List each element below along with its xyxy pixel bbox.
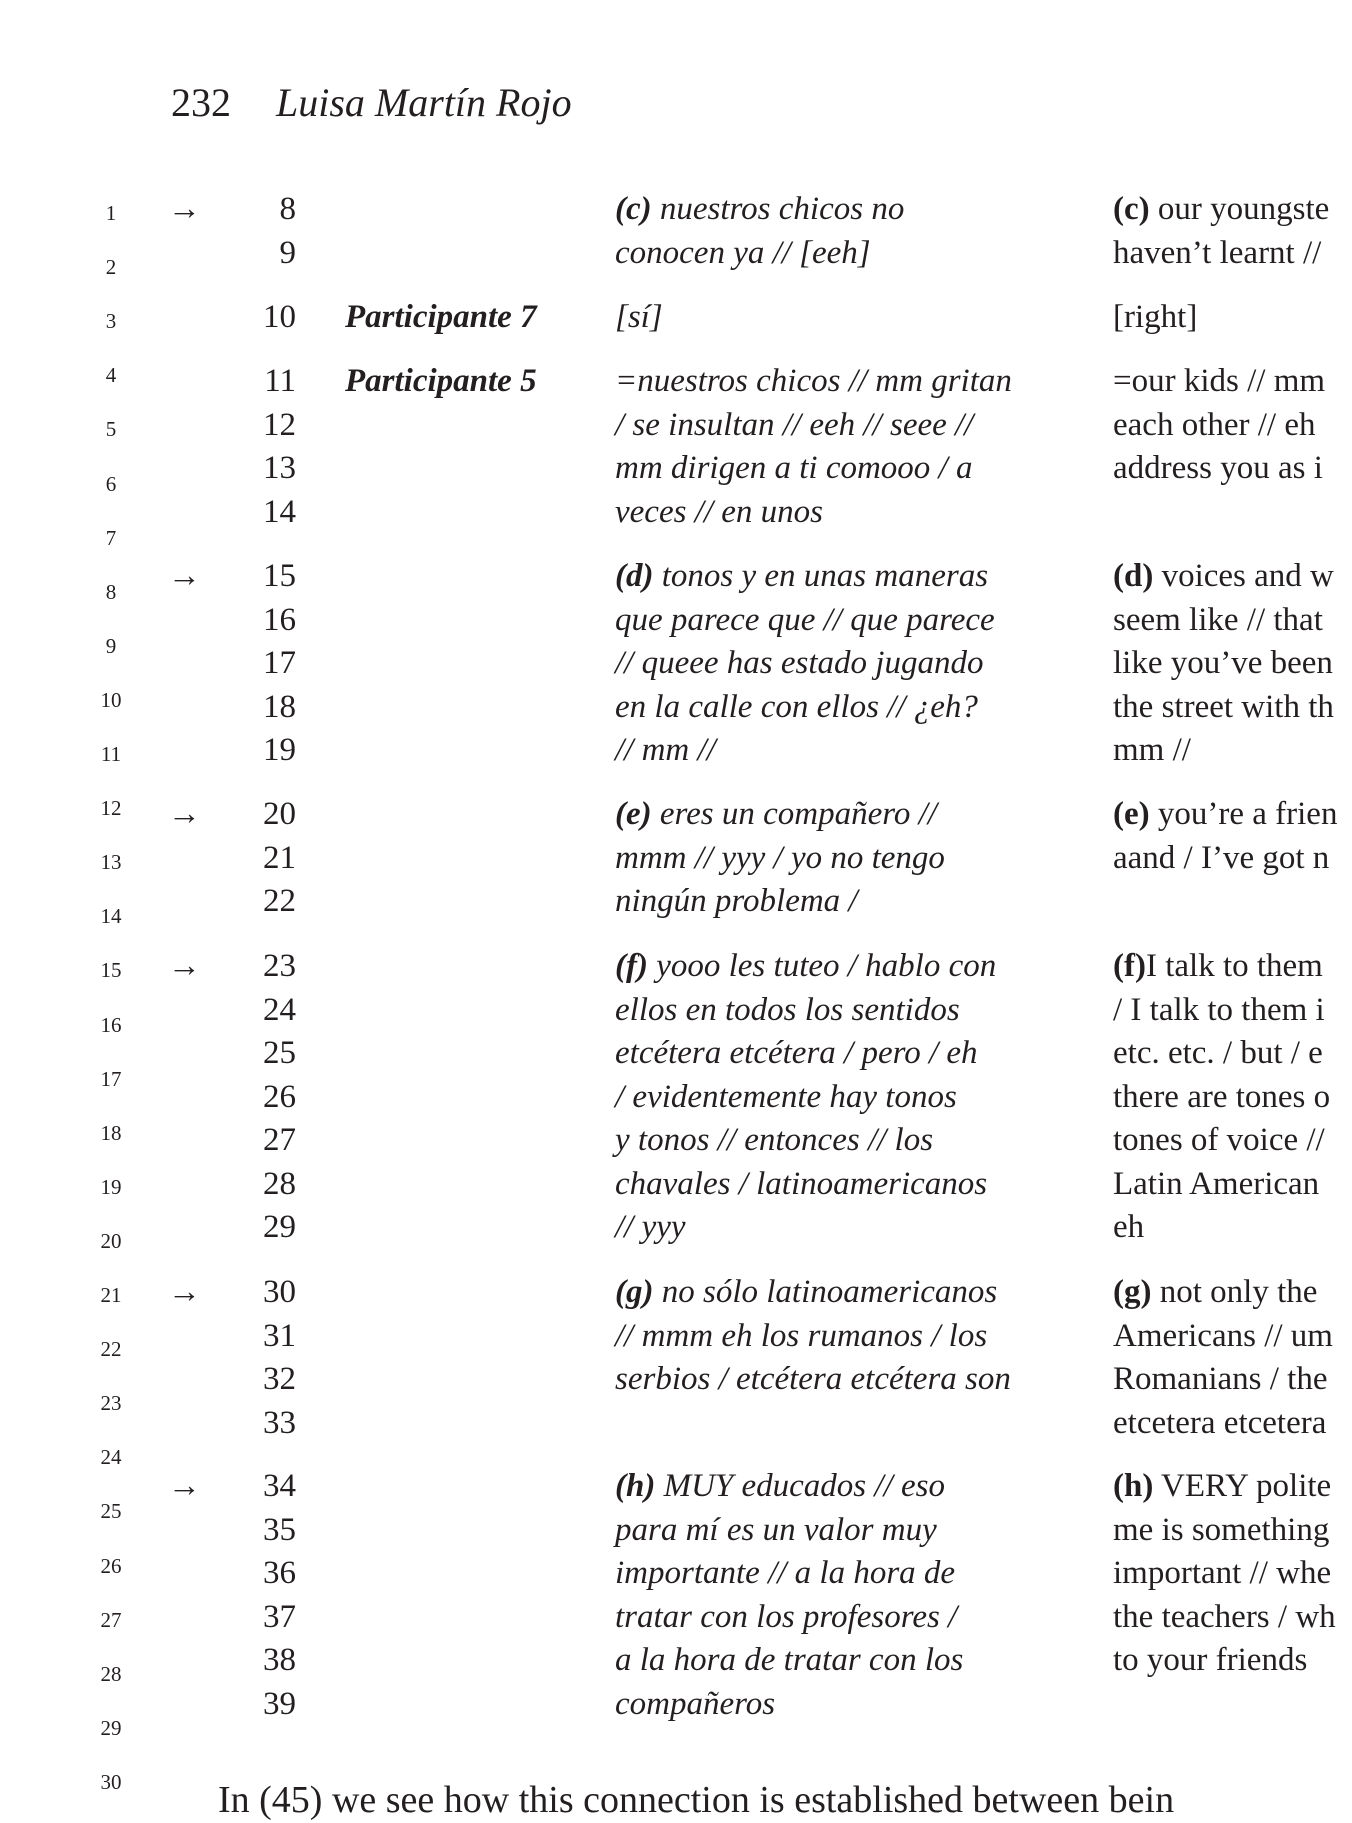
english-utterance <box>1113 1271 1333 1445</box>
turn-numbers <box>240 793 296 924</box>
english-line: (d) voices and w <box>1113 558 1334 594</box>
margin-line-number: 25 <box>100 1499 122 1524</box>
english-line <box>1113 491 1325 535</box>
turn-number: 11 <box>264 363 296 399</box>
speaker-label: Participante 7 <box>345 299 537 335</box>
spanish-line: ningún problema / <box>615 883 858 919</box>
segment-label: (h) <box>1113 1468 1154 1504</box>
english-line: (g) not only the <box>1113 1274 1318 1310</box>
segment-label: (d) <box>1113 558 1154 594</box>
turn-number: 19 <box>263 732 296 768</box>
spanish-line: compañeros <box>615 1685 776 1722</box>
running-head-author: Luisa Martín Rojo <box>276 80 572 125</box>
margin-line-number: 29 <box>100 1715 122 1740</box>
segment-label: (e) <box>615 796 652 832</box>
margin-line-number: 27 <box>100 1607 122 1632</box>
turn-number: 35 <box>263 1511 296 1548</box>
margin-line-number: 3 <box>105 309 117 334</box>
margin-line-number: 21 <box>100 1283 122 1307</box>
arrow-icon: → <box>168 1274 201 1310</box>
turn-numbers <box>240 555 296 773</box>
turn-number: 13 <box>263 450 296 486</box>
turn-numbers <box>240 188 296 275</box>
turn-number: 20 <box>263 796 296 832</box>
english-line: to your friends <box>1113 1642 1308 1678</box>
spanish-line: =nuestros chicos // mm gritan <box>615 363 1012 399</box>
english-utterance <box>1113 1465 1336 1726</box>
spanish-utterance <box>615 1271 1011 1445</box>
margin-line-number: 23 <box>100 1391 122 1416</box>
english-line: (e) you’re a frien <box>1113 796 1338 832</box>
spanish-line: a la hora de tratar con los <box>615 1642 964 1678</box>
margin-line-number: 4 <box>105 363 117 388</box>
turn-numbers <box>240 945 296 1250</box>
turn-number: 24 <box>263 991 296 1028</box>
margin-line-number: 5 <box>105 417 117 442</box>
segment-label: (f) <box>615 948 648 984</box>
english-line: the street with th <box>1113 688 1334 725</box>
spanish-line: veces // en unos <box>615 493 824 530</box>
segment-label: (d) <box>615 558 654 594</box>
spanish-line: [sí] <box>615 299 663 335</box>
turn-number: 10 <box>263 299 296 335</box>
english-utterance <box>1113 945 1330 1250</box>
spanish-utterance <box>615 945 996 1250</box>
english-line: like you’ve been <box>1113 645 1333 681</box>
turn-number: 18 <box>263 688 296 725</box>
margin-line-number: 26 <box>100 1553 122 1578</box>
margin-line-number: 1 <box>105 201 117 225</box>
turn-number: 14 <box>263 493 296 530</box>
spanish-line: (e) eres un compañero // <box>615 796 937 832</box>
arrow-icon: → <box>168 948 201 984</box>
margin-line-number: 13 <box>100 850 122 875</box>
margin-line-number: 18 <box>100 1120 122 1145</box>
turn-number: 26 <box>263 1078 296 1115</box>
spanish-line: (f) yooo les tuteo / hablo con <box>615 948 997 984</box>
turn-number: 38 <box>263 1642 296 1678</box>
turn-number: 28 <box>263 1165 296 1202</box>
segment-label: (c) <box>1113 191 1150 227</box>
spanish-line: (d) tonos y en unas maneras <box>615 558 989 594</box>
spanish-line: // yyy <box>615 1209 686 1245</box>
english-line: seem like // that <box>1113 601 1323 638</box>
english-line: (f)I talk to them <box>1113 948 1323 984</box>
english-line: important // whe <box>1113 1555 1332 1591</box>
spanish-line: chavales / latinoamericanos <box>615 1165 988 1202</box>
english-line: =our kids // mm <box>1113 363 1326 399</box>
turn-number: 36 <box>263 1555 296 1591</box>
segment-label: (g) <box>1113 1274 1152 1310</box>
spanish-line: // mm // <box>615 732 716 768</box>
spanish-line: en la calle con ellos // ¿eh? <box>615 688 978 725</box>
spanish-utterance <box>615 360 1012 534</box>
turn-number: 16 <box>263 601 296 638</box>
english-utterance <box>1113 793 1337 924</box>
english-line: aand / I’ve got n <box>1113 839 1330 876</box>
english-line: / I talk to them i <box>1113 991 1325 1028</box>
margin-line-number: 12 <box>100 796 122 821</box>
segment-label: (f) <box>1113 948 1146 984</box>
english-line: me is something <box>1113 1511 1330 1548</box>
margin-line-number: 28 <box>100 1661 122 1686</box>
margin-line-number: 8 <box>105 579 117 604</box>
english-line: (c) our youngste <box>1113 191 1330 227</box>
english-line: [right] <box>1113 299 1198 335</box>
english-line: eh <box>1113 1209 1145 1245</box>
margin-line-number: 22 <box>100 1337 122 1362</box>
spanish-line: // mmm eh los rumanos / los <box>615 1317 988 1354</box>
english-line: etc. etc. / but / e <box>1113 1035 1323 1071</box>
spanish-utterance <box>615 793 945 924</box>
english-line: the teachers / wh <box>1113 1598 1336 1635</box>
spanish-line: (c) nuestros chicos no <box>615 191 905 227</box>
margin-line-number: 17 <box>100 1066 122 1091</box>
margin-line-number: 20 <box>100 1228 122 1253</box>
spanish-line: tratar con los profesores / <box>615 1598 958 1635</box>
turn-number: 33 <box>263 1404 296 1441</box>
margin-line-number: 15 <box>100 958 122 983</box>
spanish-line: (g) no sólo latinoamericanos <box>615 1274 998 1310</box>
english-line: mm // <box>1113 732 1191 768</box>
arrow-icon: → <box>168 1468 201 1504</box>
english-line: Romanians / the <box>1113 1361 1328 1397</box>
turn-number: 39 <box>263 1685 296 1722</box>
english-line: tones of voice // <box>1113 1122 1325 1158</box>
margin-line-number: 10 <box>100 687 122 712</box>
spanish-line: mmm // yyy / yo no tengo <box>615 839 945 876</box>
turn-numbers <box>240 296 296 340</box>
english-line: Americans // um <box>1113 1317 1333 1354</box>
spanish-utterance <box>615 555 995 773</box>
turn-number: 22 <box>263 883 296 919</box>
spanish-line: mm dirigen a ti comooo / a <box>615 450 973 486</box>
margin-line-number: 7 <box>105 525 117 550</box>
turn-number: 31 <box>263 1317 296 1354</box>
page-number: 232 <box>171 80 231 125</box>
margin-line-number: 9 <box>105 633 117 658</box>
spanish-line: serbios / etcétera etcétera son <box>615 1361 1011 1397</box>
turn-number: 30 <box>263 1274 296 1310</box>
spanish-line: etcétera etcétera / pero / eh <box>615 1035 978 1071</box>
margin-line-number: 24 <box>100 1445 122 1470</box>
english-line <box>1113 880 1337 924</box>
margin-line-number: 16 <box>100 1012 122 1037</box>
spanish-line: importante // a la hora de <box>615 1555 956 1591</box>
english-line: (h) VERY polite <box>1113 1468 1332 1504</box>
spanish-line: ellos en todos los sentidos <box>615 991 960 1028</box>
segment-label: (c) <box>615 191 652 227</box>
spanish-line: / se insultan // eeh // seee // <box>615 406 974 443</box>
english-line: Latin American <box>1113 1165 1320 1202</box>
speaker-label: Participante 5 <box>345 363 537 399</box>
margin-line-number: 19 <box>100 1174 122 1199</box>
english-line: etcetera etcetera <box>1113 1404 1327 1441</box>
spanish-line: / evidentemente hay tonos <box>615 1078 957 1115</box>
spanish-line: para mí es un valor muy <box>615 1511 937 1548</box>
segment-label: (e) <box>1113 796 1150 832</box>
spanish-line: // queee has estado jugando <box>615 645 984 681</box>
margin-line-number: 11 <box>100 742 122 766</box>
spanish-line: que parece que // que parece <box>615 601 995 638</box>
turn-number: 12 <box>263 406 296 443</box>
body-paragraph: In (45) we see how this connection is established between bein <box>218 1779 1175 1821</box>
turn-number: 27 <box>263 1122 296 1158</box>
turn-number: 17 <box>263 645 296 681</box>
margin-line-number: 14 <box>100 904 122 929</box>
spanish-line: (h) MUY educados // eso <box>615 1468 945 1504</box>
english-utterance <box>1113 555 1334 773</box>
turn-numbers <box>240 1271 296 1445</box>
english-line: each other // eh <box>1113 406 1316 443</box>
spanish-utterance <box>615 1465 963 1726</box>
margin-line-number: 6 <box>105 471 117 496</box>
turn-numbers <box>240 1465 296 1726</box>
english-line: address you as i <box>1113 450 1323 486</box>
english-line <box>1113 1683 1336 1727</box>
margin-line-number: 30 <box>100 1769 122 1794</box>
english-utterance <box>1113 360 1325 534</box>
turn-number: 23 <box>263 948 296 984</box>
english-utterance <box>1113 296 1197 340</box>
english-utterance <box>1113 188 1329 275</box>
spanish-line: y tonos // entonces // los <box>615 1122 934 1158</box>
arrow-icon: → <box>168 558 201 594</box>
turn-number: 37 <box>263 1598 296 1635</box>
turn-number: 21 <box>263 839 296 876</box>
segment-label: (g) <box>615 1274 654 1310</box>
spanish-utterance <box>615 296 663 340</box>
turn-number: 32 <box>263 1361 296 1397</box>
arrow-icon: → <box>168 796 201 832</box>
arrow-icon: → <box>168 191 201 227</box>
turn-number: 34 <box>263 1468 296 1504</box>
turn-number: 9 <box>279 234 296 271</box>
spanish-line: conocen ya // [eeh] <box>615 234 871 271</box>
segment-label: (h) <box>615 1468 656 1504</box>
turn-number: 29 <box>263 1209 296 1245</box>
spanish-line <box>615 1402 1011 1446</box>
english-line: haven’t learnt // <box>1113 234 1322 271</box>
spanish-utterance <box>615 188 904 275</box>
turn-number: 8 <box>279 191 296 227</box>
turn-number: 25 <box>263 1035 296 1071</box>
margin-line-number: 2 <box>105 255 117 280</box>
turn-numbers <box>240 360 296 534</box>
turn-number: 15 <box>263 558 296 594</box>
english-line: there are tones o <box>1113 1078 1331 1115</box>
